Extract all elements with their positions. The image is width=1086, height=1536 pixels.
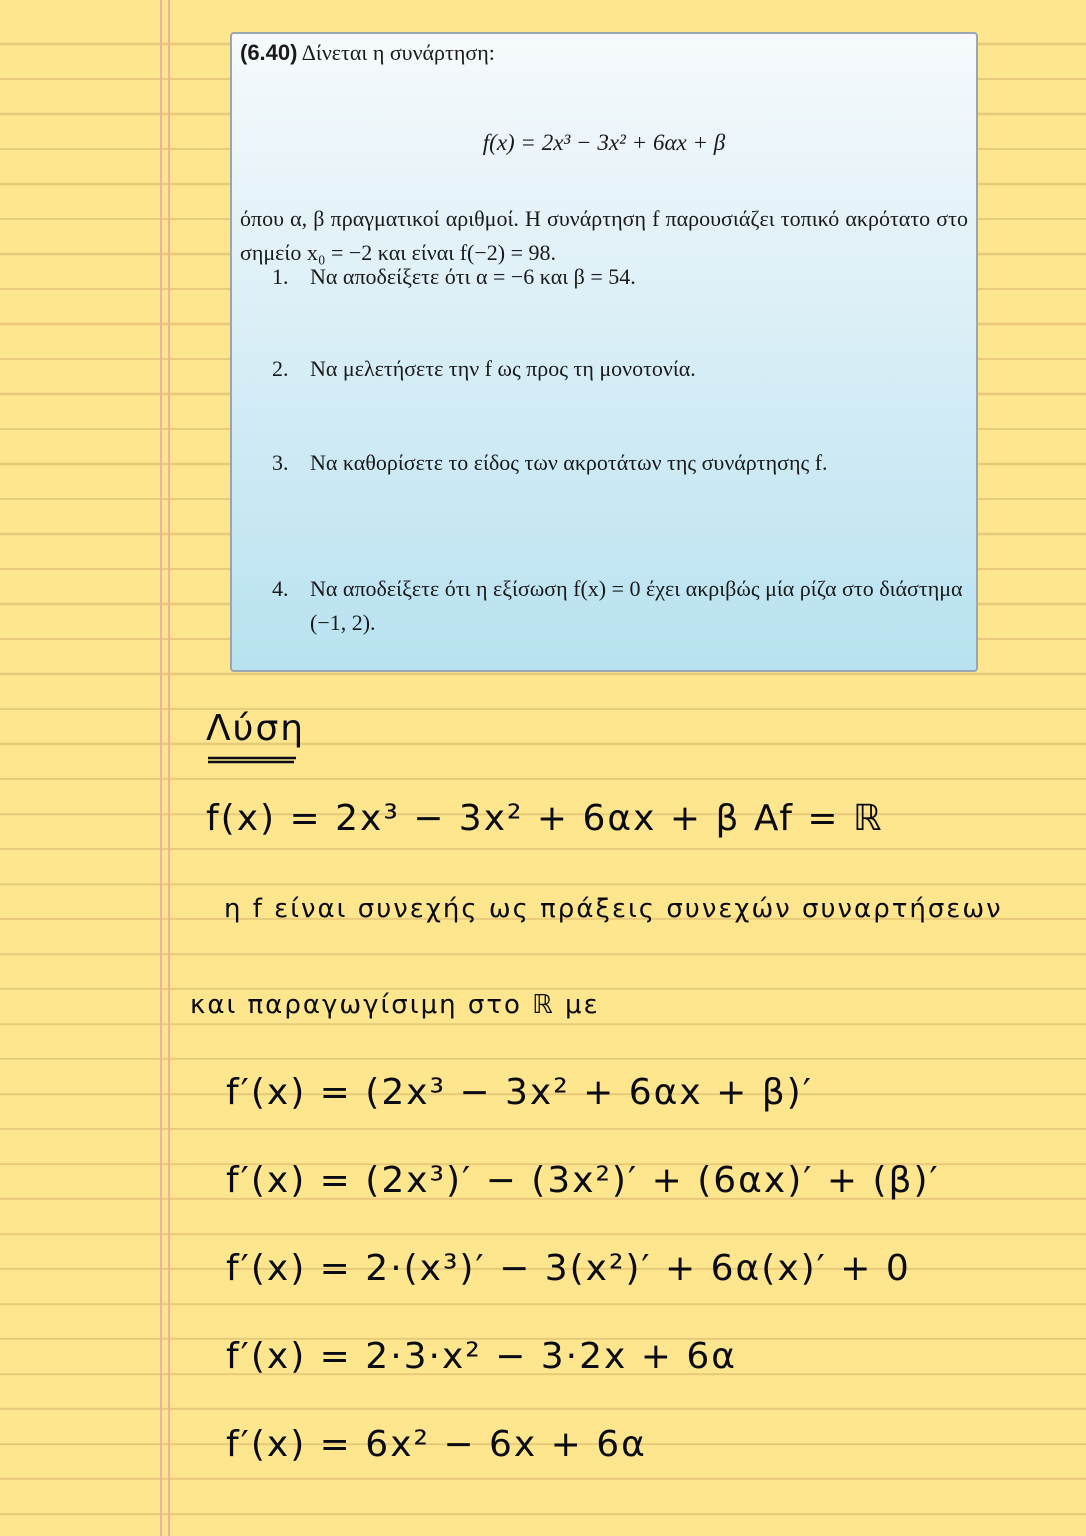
margin-line-right [168,0,170,1536]
item-number: 2. [272,356,289,381]
solution-line-1: f(x) = 2x³ − 3x² + 6αx + β Af = ℝ [206,798,884,839]
item-text: Να αποδείξετε ότι η εξίσωση f(x) = 0 έχει ακριβώς μία ρίζα στο διάστημα (−1, 2). [310,576,963,635]
solution-line-3: και παραγωγίσιμη στο ℝ με [190,990,600,1020]
item-number: 1. [272,264,289,289]
solution-line-4: f′(x) = (2x³ − 3x² + 6αx + β)′ [226,1072,813,1113]
problem-item-4 [272,572,968,640]
item-text: Να αποδείξετε ότι α = −6 και β = 54. [310,264,636,289]
margin-line-left [160,0,162,1536]
solution-title: Λύση [206,708,306,749]
problem-header [240,40,495,66]
solution-line-7: f′(x) = 2·3·x² − 3·2x + 6α [226,1336,738,1377]
item-text: Να μελετήσετε την f ως προς τη μονοτονία. [310,356,696,381]
problem-header-text: Δίνεται η συνάρτηση: [301,40,495,65]
solution-line-8: f′(x) = 6x² − 6x + 6α [226,1424,647,1465]
problem-item-1 [272,260,968,294]
problem-intro: όπου α, β πραγματικοί αριθμοί. Η συνάρτηση f παρουσιάζει τοπικό ακρότατο στο σημείο x₀ = −2 και είναι f(−2) = 98. [240,206,968,265]
problem-formula: f(x) = 2x³ − 3x² + 6αx + β [482,130,726,155]
problem-item-2 [272,352,968,386]
item-number: 3. [272,450,289,475]
item-text: Να καθορίσετε το είδος των ακροτάτων της συνάρτησης f. [310,450,828,475]
problem-item-3 [272,446,968,480]
solution-line-5: f′(x) = (2x³)′ − (3x²)′ + (6αx)′ + (β)′ [226,1160,940,1201]
problem-box [230,32,978,672]
item-number: 4. [272,576,289,601]
solution-line-2: η f είναι συνεχής ως πράξεις συνεχών συναρτήσεων [224,894,1003,924]
solution-title-underline [206,756,298,764]
problem-number: (6.40) [240,40,298,65]
solution-line-6: f′(x) = 2·(x³)′ − 3(x²)′ + 6α(x)′ + 0 [226,1248,911,1289]
